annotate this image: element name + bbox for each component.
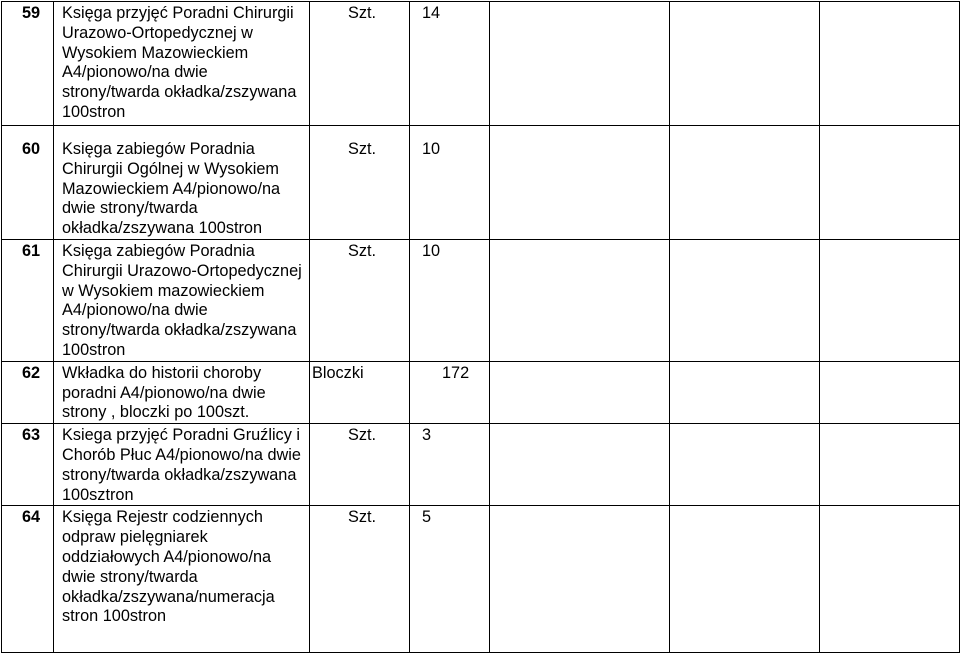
row-number: 60 [2, 126, 54, 240]
table-row [2, 424, 960, 506]
document-table [1, 1, 960, 653]
quantity-cell: 10 [410, 239, 490, 361]
row-number: 62 [2, 361, 54, 423]
table-row [2, 239, 960, 361]
price-cell [490, 424, 670, 506]
extra-cell [820, 239, 960, 361]
item-description: Księga Rejestr codziennych odpraw pielęgniarek oddziałowych A4/pionowo/na dwie strony/twarda okładka/zszywana/numeracja stron 100stron [54, 506, 310, 653]
quantity-cell: 172 [410, 361, 490, 423]
extra-cell [820, 126, 960, 240]
price-cell [490, 506, 670, 653]
unit-cell: Szt. [310, 506, 410, 653]
table-row [2, 361, 960, 423]
item-description: Wkładka do historii choroby poradni A4/pionowo/na dwie strony , bloczki po 100szt. [54, 361, 310, 423]
quantity-cell: 5 [410, 506, 490, 653]
row-number: 59 [2, 2, 54, 126]
unit-cell: Bloczki [310, 361, 410, 423]
value-cell [670, 126, 820, 240]
item-description: Księga przyjęć Poradni Chirurgii Urazowo-Ortopedycznej w Wysokiem Mazowieckiem A4/pionowo/na dwie strony/twarda okładka/zszywana 100stron [54, 2, 310, 126]
table-row [2, 506, 960, 653]
price-cell [490, 2, 670, 126]
value-cell [670, 424, 820, 506]
extra-cell [820, 2, 960, 126]
row-number: 61 [2, 239, 54, 361]
row-number: 64 [2, 506, 54, 653]
quantity-cell: 3 [410, 424, 490, 506]
item-description: Księga zabiegów Poradnia Chirurgii Urazowo-Ortopedycznej w Wysokiem mazowieckiem A4/pionowo/na dwie strony/twarda okładka/zszywana 100stron [54, 239, 310, 361]
quantity-cell: 10 [410, 126, 490, 240]
price-cell [490, 126, 670, 240]
extra-cell [820, 506, 960, 653]
unit-cell: Szt. [310, 126, 410, 240]
price-cell [490, 361, 670, 423]
table-row [2, 126, 960, 240]
item-description: Ksiega przyjęć Poradni Gruźlicy i Chorób Płuc A4/pionowo/na dwie strony/twarda okładka/zszywana 100sztron [54, 424, 310, 506]
price-cell [490, 239, 670, 361]
table-row [2, 2, 960, 126]
item-description: Księga zabiegów Poradnia Chirurgii Ogólnej w Wysokiem Mazowieckiem A4/pionowo/na dwie strony/twarda okładka/zszywana 100stron [54, 126, 310, 240]
unit-cell: Szt. [310, 424, 410, 506]
unit-cell: Szt. [310, 239, 410, 361]
value-cell [670, 361, 820, 423]
extra-cell [820, 424, 960, 506]
unit-cell: Szt. [310, 2, 410, 126]
value-cell [670, 506, 820, 653]
extra-cell [820, 361, 960, 423]
value-cell [670, 239, 820, 361]
row-number: 63 [2, 424, 54, 506]
quantity-cell: 14 [410, 2, 490, 126]
value-cell [670, 2, 820, 126]
